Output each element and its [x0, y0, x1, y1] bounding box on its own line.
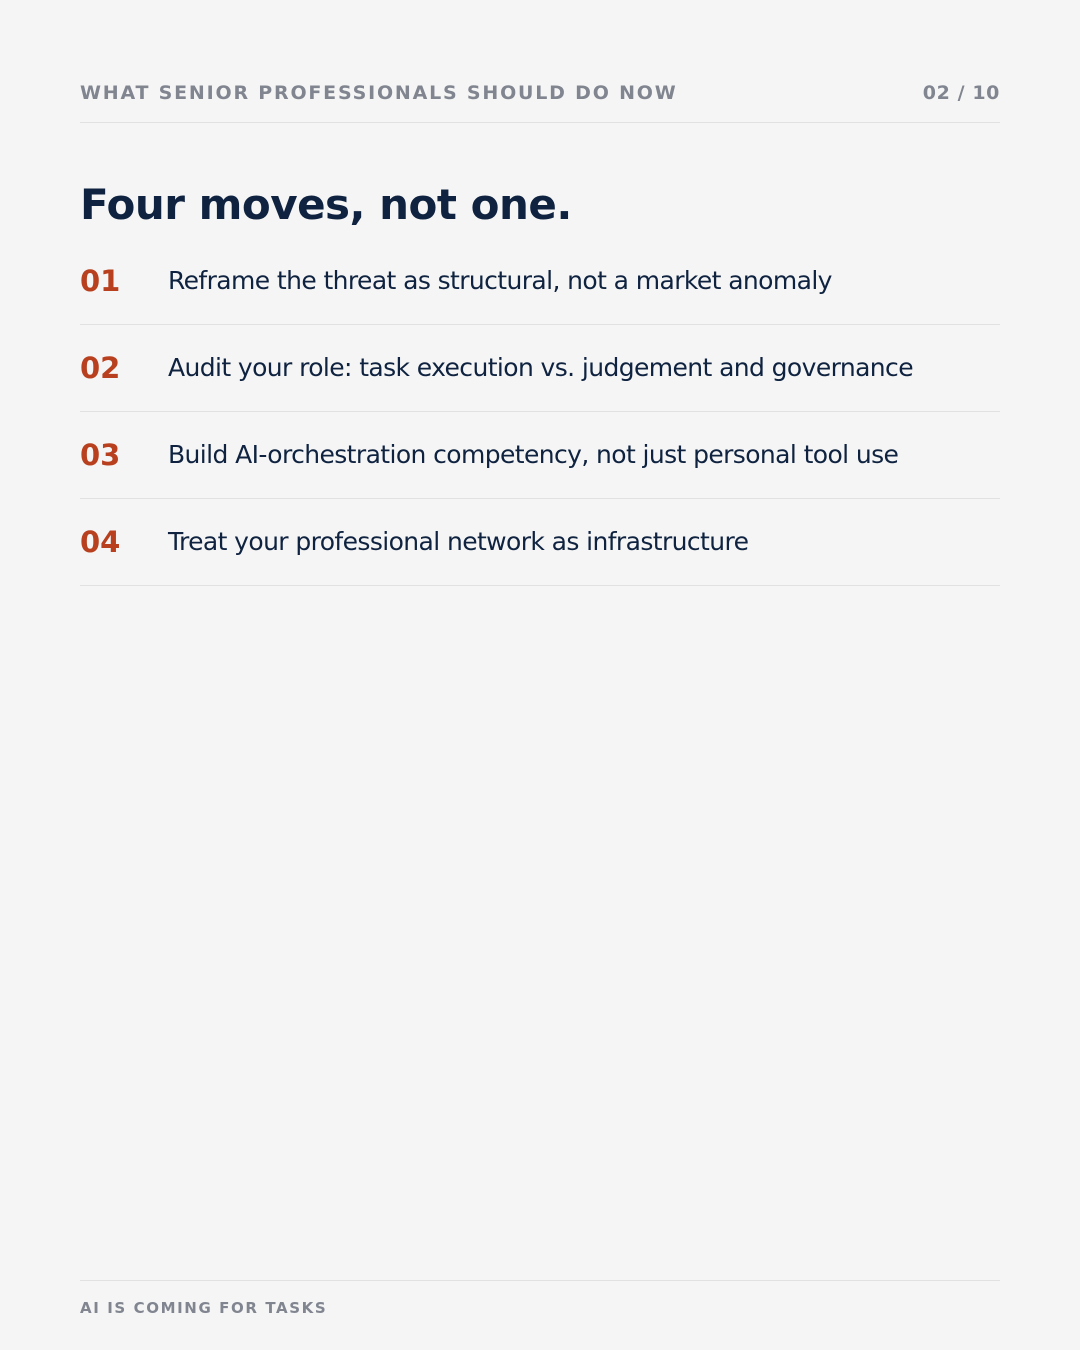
move-number: 04	[80, 525, 121, 559]
move-text: Audit your role: task execution vs. judgement and governance	[168, 353, 913, 382]
slide-title: Four moves, not one.	[80, 180, 572, 229]
move-item-03	[80, 412, 1000, 499]
footer-label: AI IS COMING FOR TASKS	[80, 1299, 328, 1317]
move-item-04	[80, 499, 1000, 586]
slide-header	[80, 80, 1000, 123]
move-number: 03	[80, 438, 121, 472]
move-text: Build AI-orchestration competency, not just personal tool use	[168, 440, 899, 469]
move-number: 02	[80, 351, 121, 385]
move-item-01	[80, 238, 1000, 325]
section-label: WHAT SENIOR PROFESSIONALS SHOULD DO NOW	[80, 82, 678, 104]
move-text: Treat your professional network as infrastructure	[168, 527, 749, 556]
move-text: Reframe the threat as structural, not a market anomaly	[168, 266, 832, 295]
slide-footer	[80, 1280, 1000, 1319]
move-number: 01	[80, 264, 121, 298]
moves-list	[80, 238, 1000, 586]
page-counter: 02 / 10	[922, 82, 1000, 104]
move-item-02	[80, 325, 1000, 412]
